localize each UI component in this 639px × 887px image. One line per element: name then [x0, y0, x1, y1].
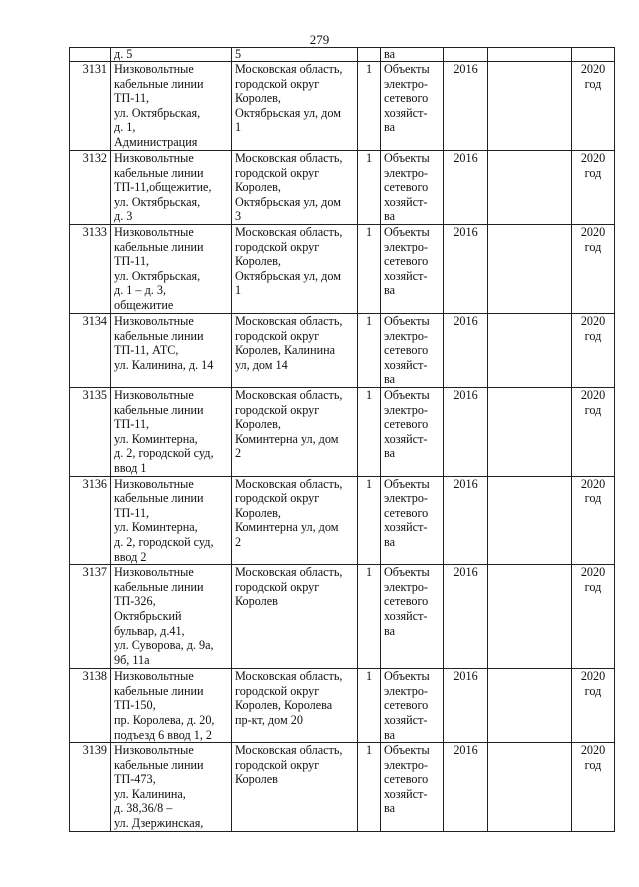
cell-quantity: 1 [358, 314, 381, 388]
cell-object-name: Низковольтные кабельные линии ТП-11,общежитие, ул. Октябрьская, д. 3 [111, 151, 232, 225]
cell-quantity: 1 [358, 669, 381, 743]
cell-year-end: 2020 год [572, 743, 615, 832]
cell-quantity: 1 [358, 743, 381, 832]
cell-address: Московская область, городской округ Королев, Коминтерна ул, дом 2 [232, 388, 358, 477]
cell-object-type: Объекты электро- сетевого хозяйст- ва [381, 565, 444, 669]
cell-object-type: Объекты электро- сетевого хозяйст- ва [381, 476, 444, 565]
cell-empty [488, 48, 572, 62]
cell-year: 2016 [444, 565, 488, 669]
cell-object-type: Объекты электро- сетевого хозяйст- ва [381, 225, 444, 314]
cell-address: Московская область, городской округ Королев [232, 743, 358, 832]
cell-year: 2016 [444, 743, 488, 832]
cell-object-name: Низковольтные кабельные линии ТП-11, АТС, ул. Калинина, д. 14 [111, 314, 232, 388]
cell-number: 3134 [70, 314, 111, 388]
page-number: 279 [309, 32, 330, 47]
cell-quantity: 1 [358, 388, 381, 477]
cell-empty [488, 151, 572, 225]
cell-empty [488, 669, 572, 743]
cell-year: 2016 [444, 388, 488, 477]
cell-address: Московская область, городской округ Королев, Октябрьская ул, дом 1 [232, 62, 358, 151]
cell-object-name: Низковольтные кабельные линии ТП-150, пр. Королева, д. 20, подъезд 6 ввод 1, 2 [111, 669, 232, 743]
cell-quantity: 1 [358, 225, 381, 314]
cell-empty [488, 225, 572, 314]
cell-empty [488, 743, 572, 832]
cell-empty [488, 565, 572, 669]
cell-quantity: 1 [358, 565, 381, 669]
cell-address: Московская область, городской округ Королев, Калинина ул, дом 14 [232, 314, 358, 388]
cell-year-end: 2020 год [572, 151, 615, 225]
cell-year-end: 2020 год [572, 314, 615, 388]
cell-object-type: Объекты электро- сетевого хозяйст- ва [381, 669, 444, 743]
cell-address: Московская область, городской округ Королев, Королева пр-кт, дом 20 [232, 669, 358, 743]
cell-year [444, 48, 488, 62]
table-row [70, 151, 615, 225]
cell-number: 3136 [70, 476, 111, 565]
cell-number: 3139 [70, 743, 111, 832]
table-row [70, 743, 615, 832]
table-row [70, 669, 615, 743]
cell-quantity: 1 [358, 62, 381, 151]
cell-quantity [358, 48, 381, 62]
table-row [70, 62, 615, 151]
cell-year: 2016 [444, 669, 488, 743]
cell-address: Московская область, городской округ Королев [232, 565, 358, 669]
cell-number: 3135 [70, 388, 111, 477]
cell-year-end: 2020 год [572, 565, 615, 669]
table-row-continuation [70, 48, 615, 62]
cell-number [70, 48, 111, 62]
cell-year: 2016 [444, 151, 488, 225]
cell-object-type: Объекты электро- сетевого хозяйст- ва [381, 743, 444, 832]
table-row [70, 225, 615, 314]
cell-year: 2016 [444, 225, 488, 314]
cell-quantity: 1 [358, 476, 381, 565]
cell-address: Московская область, городской округ Королев, Октябрьская ул, дом 1 [232, 225, 358, 314]
cell-quantity: 1 [358, 151, 381, 225]
cell-object-type: Объекты электро- сетевого хозяйст- ва [381, 314, 444, 388]
cell-address: Московская область, городской округ Королев, Коминтерна ул, дом 2 [232, 476, 358, 565]
cell-address: Московская область, городской округ Королев, Октябрьская ул, дом 3 [232, 151, 358, 225]
cell-object-type: Объекты электро- сетевого хозяйст- ва [381, 388, 444, 477]
cell-year-end: 2020 год [572, 476, 615, 565]
cell-object-name: Низковольтные кабельные линии ТП-11, ул. Коминтерна, д. 2, городской суд, ввод 1 [111, 388, 232, 477]
cell-empty [488, 388, 572, 477]
cell-object-name: Низковольтные кабельные линии ТП-326, Октябрьский бульвар, д.41, ул. Суворова, д. 9а, 9б, 11а [111, 565, 232, 669]
cell-address: 5 [232, 48, 358, 62]
cell-object-type: Объекты электро- сетевого хозяйст- ва [381, 151, 444, 225]
cell-empty [488, 62, 572, 151]
cell-year: 2016 [444, 476, 488, 565]
registry-table [69, 47, 615, 832]
table-row [70, 314, 615, 388]
cell-year: 2016 [444, 314, 488, 388]
cell-object-type: ва [381, 48, 444, 62]
cell-number: 3132 [70, 151, 111, 225]
cell-object-name: Низковольтные кабельные линии ТП-11, ул. Октябрьская, д. 1 – д. 3, общежитие [111, 225, 232, 314]
cell-year-end [572, 48, 615, 62]
table-row [70, 476, 615, 565]
cell-year-end: 2020 год [572, 225, 615, 314]
table-row [70, 565, 615, 669]
cell-number: 3137 [70, 565, 111, 669]
cell-object-type: Объекты электро- сетевого хозяйст- ва [381, 62, 444, 151]
cell-number: 3133 [70, 225, 111, 314]
cell-empty [488, 314, 572, 388]
cell-empty [488, 476, 572, 565]
cell-number: 3131 [70, 62, 111, 151]
table-row [70, 388, 615, 477]
cell-object-name: Низковольтные кабельные линии ТП-11, ул. Октябрьская, д. 1, Администрация [111, 62, 232, 151]
cell-year-end: 2020 год [572, 62, 615, 151]
cell-year: 2016 [444, 62, 488, 151]
cell-number: 3138 [70, 669, 111, 743]
cell-object-name: д. 5 [111, 48, 232, 62]
cell-object-name: Низковольтные кабельные линии ТП-473, ул. Калинина, д. 38,36/8 – ул. Дзержинская, [111, 743, 232, 832]
cell-year-end: 2020 год [572, 669, 615, 743]
cell-year-end: 2020 год [572, 388, 615, 477]
cell-object-name: Низковольтные кабельные линии ТП-11, ул. Коминтерна, д. 2, городской суд, ввод 2 [111, 476, 232, 565]
